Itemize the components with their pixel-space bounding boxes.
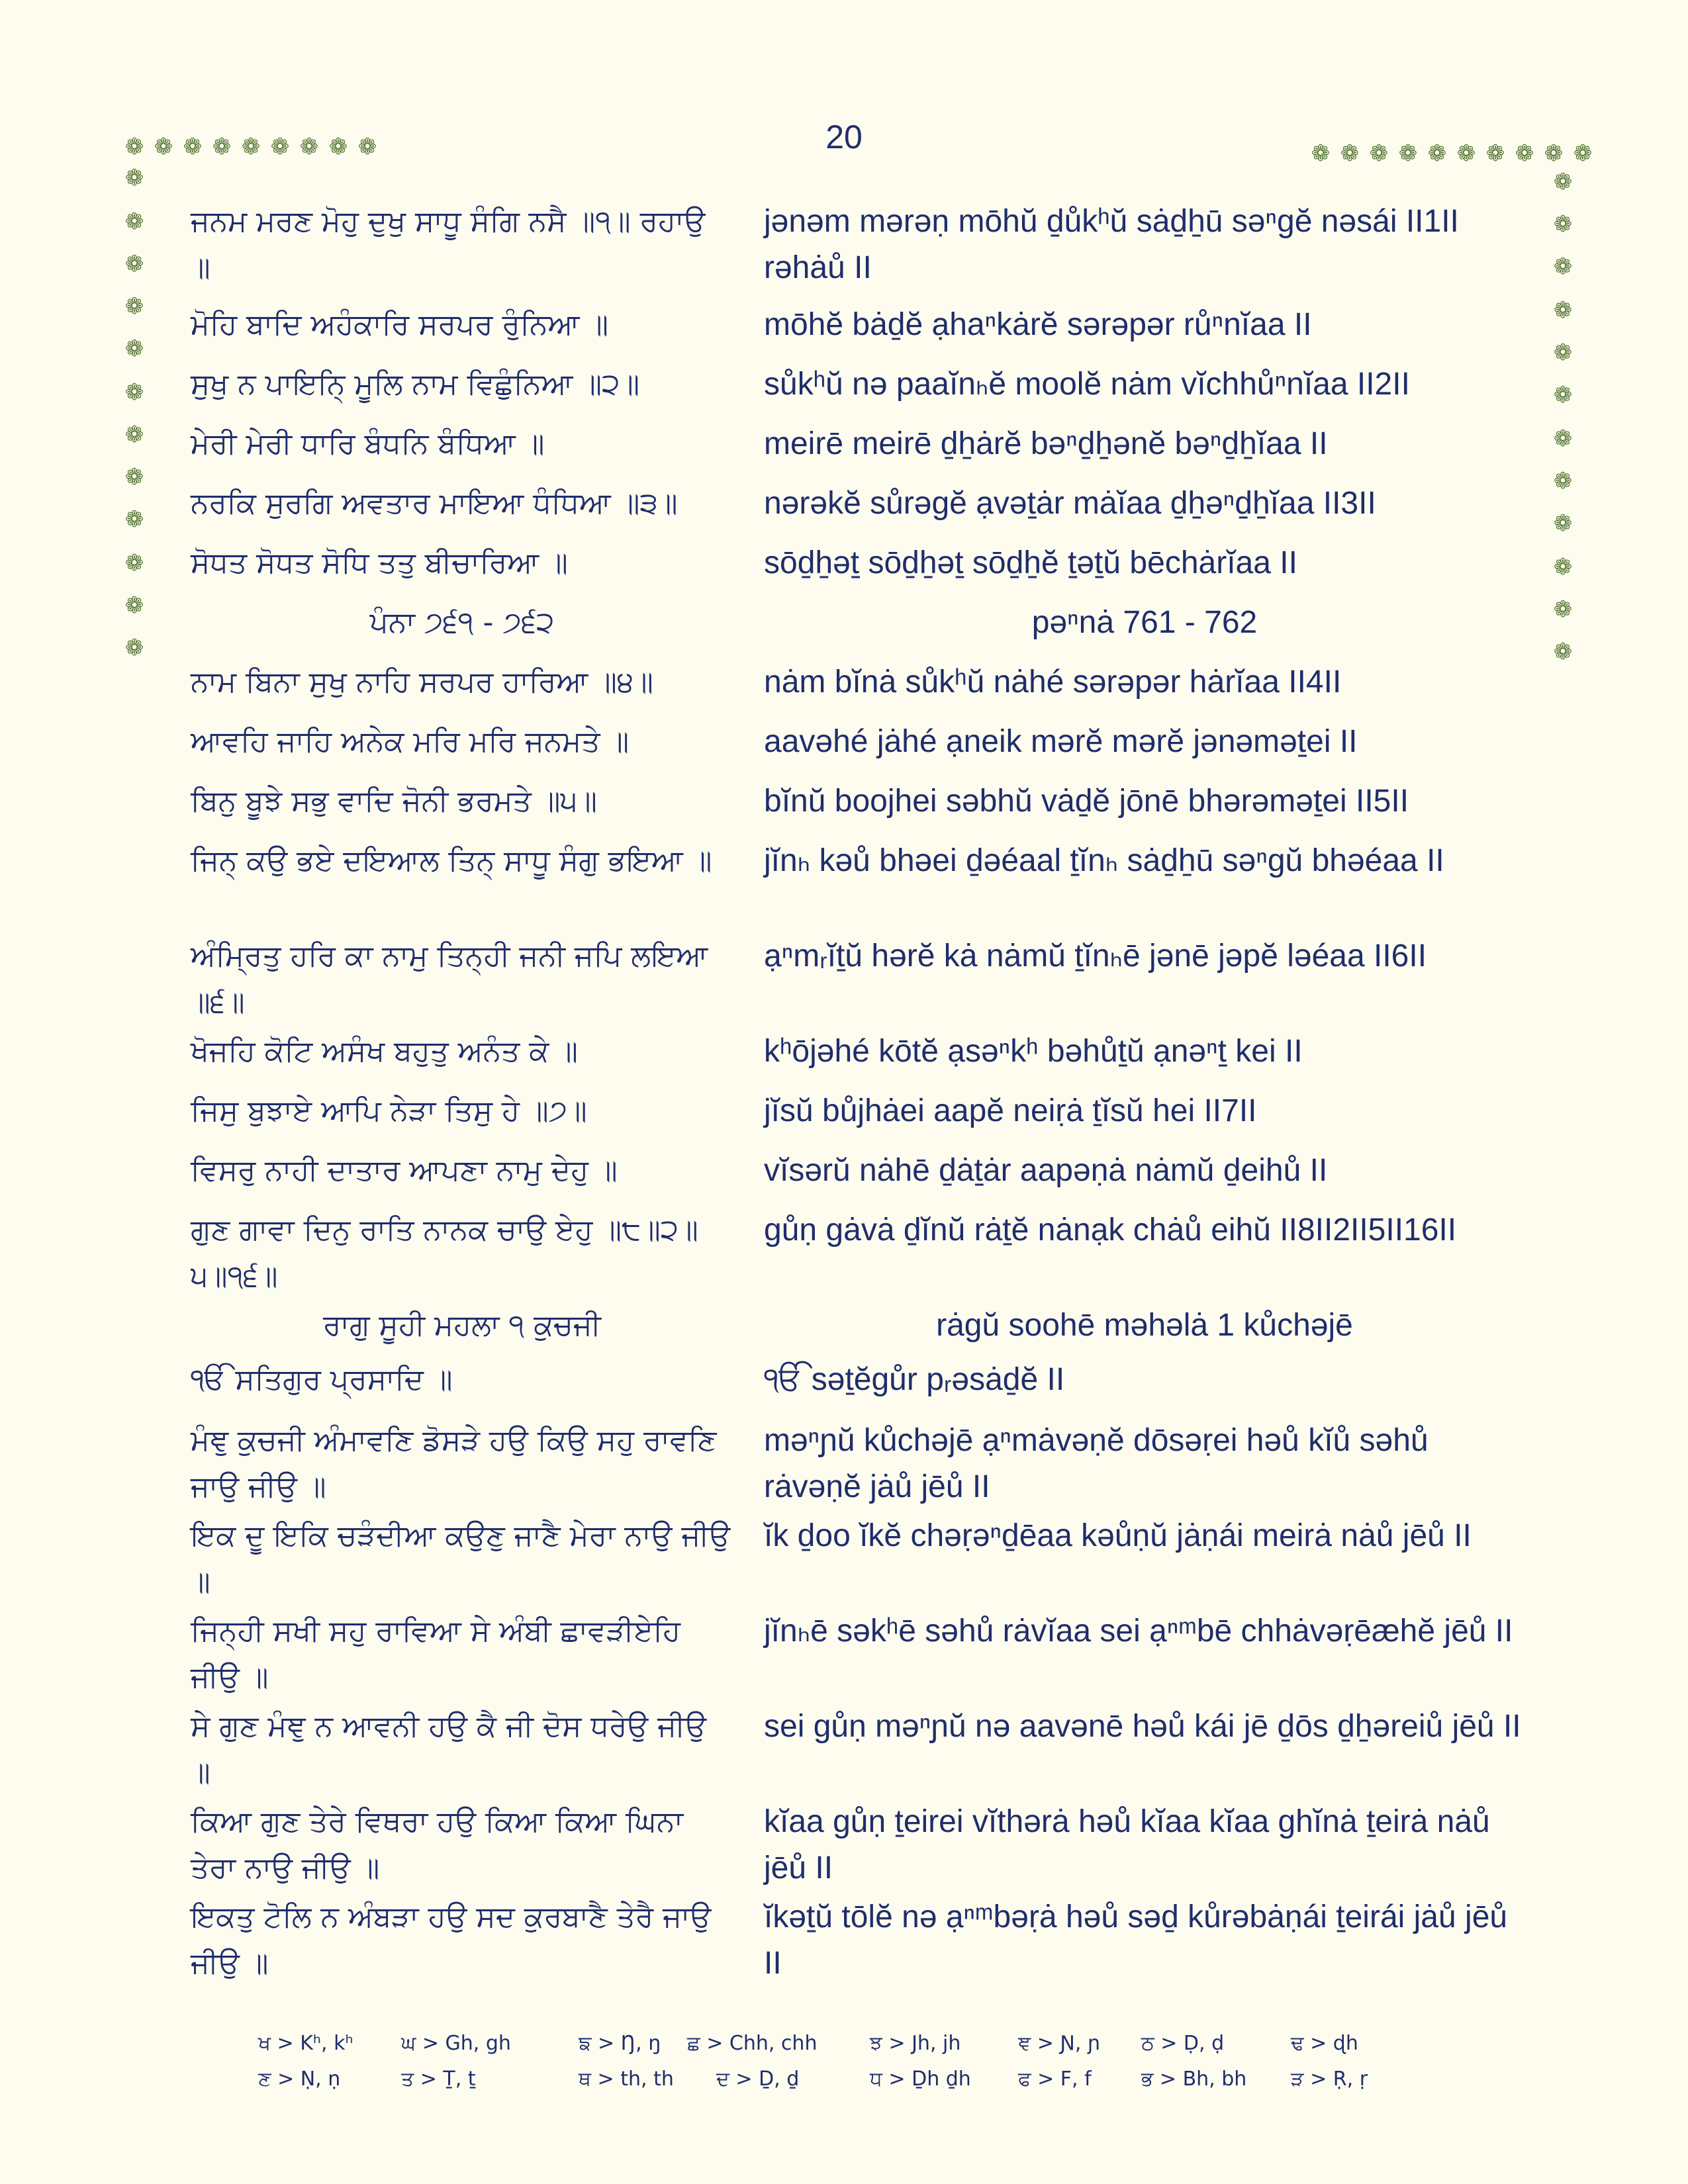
transliteration-line: meirē meirē ḏẖȧrĕ bəⁿḏẖənĕ bəⁿḏẖĭaa II [764,426,1328,461]
legend-item: ਭ > Bh, bh [1141,2068,1247,2091]
gurmukhi-line: ਅੰਮ੍ਰਿਤੁ ਹਰਿ ਕਾ ਨਾਮੁ ਤਿਨ੍ਹੀ ਜਨੀ ਜਪਿ ਲਇਆ ॥੬॥ [191,939,718,1019]
flower-ornament-icon: ❁ [124,379,144,406]
transliteration-line: sůkʰŭ nə paaĭnₕĕ moolĕ nȧm vĭchhůⁿnĭaa II2II [764,367,1410,402]
flower-ornament-icon: ❁ [124,134,144,160]
flower-ornament-icon: ❁ [124,464,144,490]
flower-ornament-icon: ❁ [1553,253,1573,280]
gurmukhi-line: ਖੋਜਹਿ ਕੋਟਿ ਅਸੰਖ ਬਹੁਤੁ ਅਨੰਤ ਕੇ ॥ [191,1034,578,1068]
transliteration-line: ĭkəṯŭ tōlĕ nə ạⁿᵐbəṛȧ həů səḏ kůrəbȧṇái ṯeirái jȧů jēů II [764,1899,1517,1981]
transliteration-line: gůṇ gȧvȧ ḏĭnŭ rȧṯĕ nȧnạk chȧů eihŭ II8II2II5II16II [764,1212,1457,1248]
flower-ornament-icon: ❁ [124,208,144,235]
flower-ornament-icon: ❁ [1427,140,1447,167]
flower-ornament-icon: ❁ [1573,140,1593,167]
flower-ornament-icon: ❁ [1553,510,1573,537]
translit-raag-heading: rȧgŭ soohē məhəlȧ 1 kůchəjē [936,1308,1353,1343]
flower-ornament-icon: ❁ [299,134,319,160]
gurmukhi-line: ਗੁਣ ਗਾਵਾ ਦਿਨੁ ਰਾਤਿ ਨਾਨਕ ਚਾਉ ਏਹੁ ॥੮॥੨॥੫॥੧੬॥ [191,1213,698,1293]
gurmukhi-line: ਬਿਨੁ ਬੂਝੇ ਸਭੁ ਵਾਦਿ ਜੋਨੀ ਭਰਮਤੇ ॥੫॥ [191,784,597,818]
gurmukhi-line: ਸੇ ਗੁਣ ਮੰਞੁ ਨ ਆਵਨੀ ਹਉ ਕੈ ਜੀ ਦੋਸ ਧਰੇਉ ਜੀਉ ॥ [191,1709,716,1790]
legend-row [258,2068,1450,2103]
legend-item: ਖ > Kʰ, kʰ [258,2032,353,2055]
gurmukhi-line: ਜਿਸੁ ਬੁਝਾਏ ਆਪਿ ਨੇੜਾ ਤਿਸੁ ਹੇ ॥੭॥ [191,1094,587,1128]
transliteration-line: vĭsərŭ nȧhē ḏȧṯȧr aapəṇȧ nȧmŭ ḏeihů II [764,1153,1328,1188]
flower-ornament-icon: ❁ [124,635,144,661]
flower-ornament-icon: ❁ [328,134,348,160]
flower-ornament-icon: ❁ [1485,140,1505,167]
transliteration-line: nȧm bĭnȧ sůkʰŭ nȧhé sərəpər hȧrĭaa II4II [764,664,1342,700]
legend-item: ਧ > Ḏh ḏh [870,2068,971,2091]
gurmukhi-line: ਜਨਮ ਮਰਣ ਮੋਹੁ ਦੁਖੁ ਸਾਧੂ ਸੰਗਿ ਨਸੈ ॥੧॥ ਰਹਾਉ ॥ [191,205,715,285]
legend-item: ਤ > Ṯ, ṯ [401,2068,476,2091]
flower-ornament-icon: ❁ [124,506,144,533]
gurmukhi-raag-heading: ਰਾਗੁ ਸੂਹੀ ਮਹਲਾ ੧ ਕੁਚਜੀ [323,1308,601,1342]
transliteration-line: kʰōjəhé kōtĕ ạsəⁿkʰ bəhůṯŭ ạnəⁿṯ kei II [764,1034,1303,1069]
gurmukhi-line: ਆਵਹਿ ਜਾਹਿ ਅਨੇਕ ਮਰਿ ਮਰਿ ਜਨਮਤੇ ॥ [191,725,630,758]
transliteration-line: ੴ səṯĕgůr pᵣəsȧḏĕ II [764,1362,1065,1397]
legend-item: ਛ > Chh, chh [687,2032,818,2055]
gurmukhi-page-reference: ਪੰਨਾ ੭੬੧ - ੭੬੨ [369,606,555,639]
flower-ornament-icon: ❁ [241,134,261,160]
transliteration-line: jĭnₕ kəů bhəei ḏəéaal ṯĭnₕ sȧḏẖū səⁿgŭ bhəéaa II [764,843,1444,878]
gurmukhi-line: ਮੰਞੁ ਕੁਚਜੀ ਅੰਮਾਵਣਿ ਡੋਸੜੇ ਹਉ ਕਿਉ ਸਹੁ ਰਾਵਣਿ ਜਾਉ ਜੀਉ ॥ [191,1424,726,1504]
legend-item: ਫ > F, f [1018,2068,1092,2091]
flower-ornament-icon: ❁ [124,165,144,191]
transliteration-line: kĭaa gůṇ ṯeirei vĭthərȧ həů kĭaa kĭaa ghĭnȧ ṯeirȧ nȧů jēů II [764,1804,1499,1886]
transliteration-line: sōḏẖəṯ sōḏẖəṯ sōḏẖĕ ṯəṯŭ bēchȧrĭaa II [764,545,1297,580]
translit-page-reference: pəⁿnȧ 761 - 762 [1031,605,1258,640]
flower-ornament-icon: ❁ [1553,596,1573,623]
legend-item: ਝ > Jh, jh [870,2032,961,2055]
transliteration-line: mōhĕ bȧḏĕ ạhaⁿkȧrĕ sərəpər růⁿnĭaa II [764,307,1312,342]
transliteration-line: məⁿɲŭ kůchəjē ạⁿmȧvəṇĕ dōsəṛei həů kĭů səhů rȧvəṇĕ jȧů jēů II [764,1423,1437,1504]
legend-item: ਘ > Gh, gh [401,2032,511,2055]
legend-item: ਦ > Ḏ, ḏ [716,2068,800,2091]
page-number: 20 [825,118,863,156]
transliteration-line: sei gůṇ məⁿɲŭ nə aavənē həů kái jē ḏōs ḏẖəreiů jēů II [764,1709,1521,1744]
flower-ornament-icon: ❁ [1311,140,1331,167]
flower-ornament-icon: ❁ [1553,382,1573,408]
gurmukhi-line: ਸੋਧਤ ਸੋਧਤ ਸੋਧਿ ਤਤੁ ਬੀਚਾਰਿਆ ॥ [191,546,568,580]
flower-ornament-icon: ❁ [124,251,144,277]
flower-ornament-icon: ❁ [183,134,203,160]
transliteration-line: jĭnₕē səkʰē səhů rȧvĭaa sei ạⁿᵐbē chhȧvəṛēæhĕ jēů II [764,1614,1513,1649]
gurmukhi-line: ਵਿਸਰੁ ਨਾਹੀ ਦਾਤਾਰ ਆਪਣਾ ਨਾਮੁ ਦੇਹੁ ॥ [191,1154,618,1187]
legend-item: ਣ > Ṇ, ṇ [258,2068,341,2091]
transliteration-line: aavəhé jȧhé ạneik mərĕ mərĕ jənəməṯei II [764,724,1358,759]
transliteration-line: bĭnŭ boojhei səbhŭ vȧḏĕ jōnē bhərəməṯei II5II [764,784,1409,819]
gurmukhi-line: ਮੋਹਿ ਬਾਦਿ ਅਹੰਕਾਰਿ ਸਰਪਰ ਰੁੰਨਿਆ ॥ [191,308,609,341]
legend-item: ਢ > ɖh [1291,2032,1358,2055]
flower-ornament-icon: ❁ [1553,639,1573,665]
transliteration-line: jənəm mərəṇ mōhŭ ḏůkʰŭ sȧḏẖū səⁿgĕ nəsái II1II rəhȧů II [764,204,1468,285]
flower-ornament-icon: ❁ [1553,340,1573,366]
gurmukhi-line: ਜਿਨ੍ਹੀ ਸਖੀ ਸਹੁ ਰਾਵਿਆ ਸੇ ਅੰਬੀ ਛਾਵੜੀਏਹਿ ਜੀਉ ॥ [191,1614,690,1694]
flower-ornament-icon: ❁ [124,422,144,448]
legend-item: ੜ > Ṛ, ṛ [1291,2068,1368,2091]
gurmukhi-line: ਸੁਖੁ ਨ ਪਾਇਨਿ੍ ਮੂਲਿ ਨਾਮ ਵਿਛੁੰਨਿਆ ॥੨॥ [191,367,640,401]
legend-item: ਙ > Ŋ, ŋ [579,2032,661,2055]
flower-ornament-icon: ❁ [357,134,377,160]
flower-ornament-icon: ❁ [124,592,144,619]
flower-ornament-icon: ❁ [124,336,144,362]
gurmukhi-line: ਇਕ ਦੂ ਇਕਿ ਚੜੰਦੀਆ ਕਉਣੁ ਜਾਣੈ ਮੇਰਾ ਨਾਉ ਜੀਉ ॥ [191,1519,740,1599]
gurmukhi-line: ਇਕਤੁ ਟੋਲਿ ਨ ਅੰਬੜਾ ਹਉ ਸਦ ਕੁਰਬਾਣੈ ਤੇਰੈ ਜਾਉ ਜੀਉ ॥ [191,1900,721,1980]
flower-ornament-icon: ❁ [1553,468,1573,494]
flower-ornament-icon: ❁ [124,293,144,320]
flower-ornament-icon: ❁ [124,550,144,576]
gurmukhi-line: ਮੇਰੀ ਮੇਰੀ ਧਾਰਿ ਬੰਧਨਿ ਬੰਧਿਆ ॥ [191,427,545,461]
gurmukhi-line: ਕਿਆ ਗੁਣ ਤੇਰੇ ਵਿਥਰਾ ਹਉ ਕਿਆ ਕਿਆ ਘਿਨਾ ਤੇਰਾ ਨਾਉ ਜੀਉ ॥ [191,1805,693,1885]
gurmukhi-line: ਨਾਮ ਬਿਨਾ ਸੁਖੁ ਨਾਹਿ ਸਰਪਰ ਹਾਰਿਆ ॥੪॥ [191,665,653,699]
flower-ornament-icon: ❁ [1553,169,1573,195]
transliteration-line: ĭk ḏoo ĭkĕ chəṛəⁿḏēaa kəůṇŭ jȧṇái meirȧ nȧů jēů II [764,1518,1472,1553]
flower-ornament-icon: ❁ [1553,211,1573,238]
flower-ornament-icon: ❁ [1369,140,1389,167]
flower-ornament-icon: ❁ [1553,554,1573,580]
transliteration-line: jĭsŭ bůjhȧei aapĕ neiṛȧ ṯĭsŭ hei II7II [764,1093,1257,1128]
flower-ornament-icon: ❁ [1544,140,1564,167]
flower-ornament-icon: ❁ [1553,297,1573,324]
legend-item: ਞ > Ɲ, ɲ [1018,2032,1101,2055]
flower-ornament-icon: ❁ [1553,426,1573,452]
flower-ornament-icon: ❁ [1340,140,1360,167]
legend-item: ਥ > th, th [579,2068,674,2091]
flower-ornament-icon: ❁ [1398,140,1418,167]
transliteration-line: ạⁿmᵣĭṯŭ hərĕ kȧ nȧmŭ ṯĭnₕē jənē jəpĕ ləéaa II6II [764,938,1427,974]
gurmukhi-line: ਜਿਨ੍ ਕਉ ਭਏ ਦਇਆਲ ਤਿਨ੍ ਸਾਧੂ ਸੰਗੁ ਭਇਆ ॥ [191,844,712,878]
flower-ornament-icon: ❁ [154,134,173,160]
gurmukhi-line: ਨਰਕਿ ਸੁਰਗਿ ਅਵਤਾਰ ਮਾਇਆ ਧੰਧਿਆ ॥੩॥ [191,486,678,520]
legend-row [258,2032,1450,2068]
transliteration-line: nərəkĕ sůrəgĕ ạvəṯȧr mȧĭaa ḏẖəⁿḏẖĭaa II3II [764,486,1376,521]
transliteration-legend [258,2032,1450,2103]
flower-ornament-icon: ❁ [1515,140,1534,167]
flower-ornament-icon: ❁ [1456,140,1476,167]
gurmukhi-line: ੴ ਸਤਿਗੁਰ ਪ੍ਰਸਾਦਿ ॥ [191,1363,453,1396]
legend-item: ਠ > Ḍ, ḍ [1141,2032,1225,2055]
flower-ornament-icon: ❁ [270,134,290,160]
flower-ornament-icon: ❁ [212,134,232,160]
